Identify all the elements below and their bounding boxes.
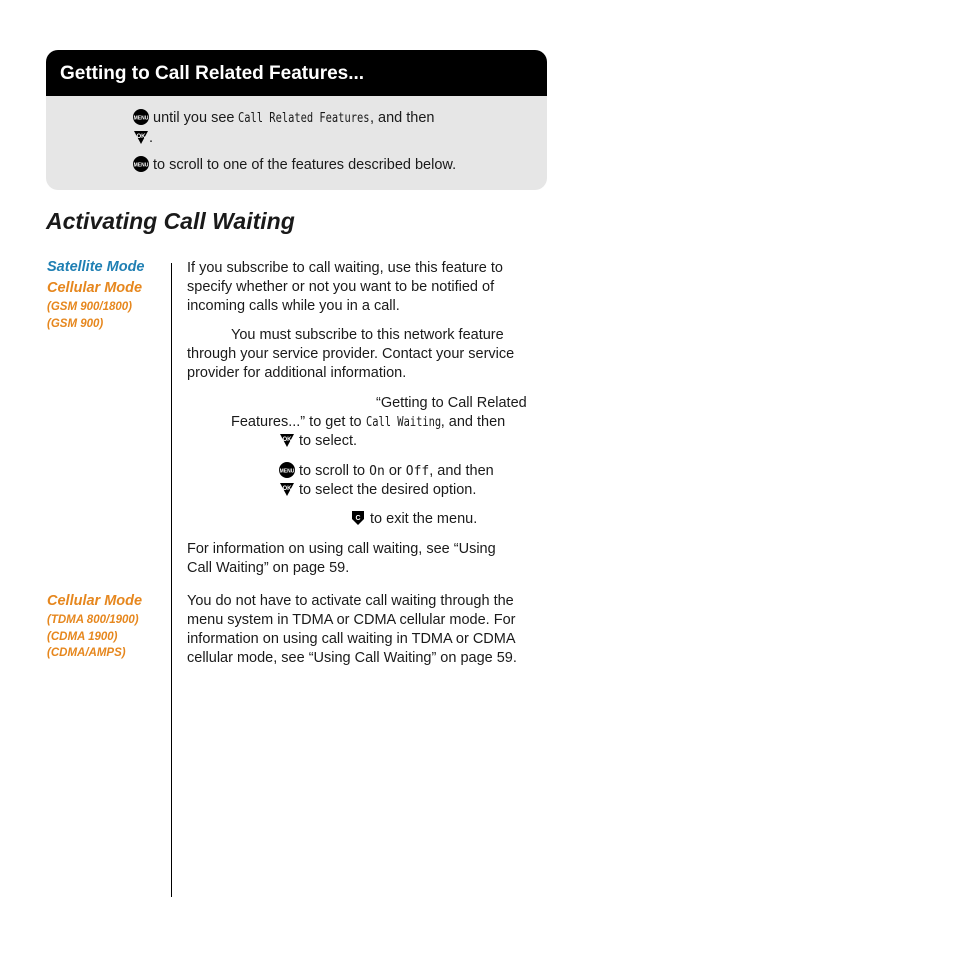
step-line: OK to select the desired option. (279, 481, 476, 500)
intro-paragraph: If you subscribe to call waiting, use this feature to specify whether or not you want to be notified of incoming calls while you in a call. (187, 260, 503, 314)
menu-key-icon (133, 109, 149, 125)
display-text: Call Related Features (238, 111, 370, 126)
mode-label-cellular: Cellular Mode (47, 280, 143, 296)
reference-line: Call Waiting” on page 59. (187, 560, 350, 576)
mode-label-satellite: Satellite Mode (47, 259, 145, 275)
step-line: OK to select. (279, 432, 357, 451)
svg-text:MENU: MENU (133, 115, 149, 122)
step-line: MENU to scroll to On or Off, and then (279, 463, 494, 479)
step-line: “Getting to Call Related (376, 395, 527, 411)
tdma-cdma-line: menu system in TDMA or CDMA cellular mode. For (187, 612, 516, 628)
ok-key-icon (279, 481, 295, 497)
svg-text:C: C (355, 515, 361, 522)
mode-sub-label: (GSM 900/1800) (47, 301, 133, 313)
column-divider (171, 263, 172, 897)
svg-text:OK: OK (282, 486, 292, 492)
ok-key-icon (279, 432, 295, 448)
section-title: Activating Call Waiting (46, 208, 295, 234)
note-line: through your service provider. Contact your service (187, 346, 515, 362)
procedure-box (46, 50, 547, 190)
tdma-cdma-line: You do not have to activate call waiting through the (187, 593, 514, 609)
svg-text:MENU: MENU (279, 468, 295, 475)
note-line: provider for additional information. (187, 365, 407, 381)
menu-key-icon (133, 156, 149, 172)
procedure-step-1-cont: OK . (133, 129, 153, 148)
svg-text:OK: OK (136, 134, 146, 140)
tdma-cdma-line: cellular mode, see “Using Call Waiting” on page 59. (187, 650, 517, 666)
display-text: Off (405, 464, 430, 479)
procedure-step-1: MENU until you see Call Related Features, and then (133, 110, 435, 126)
ok-key-icon (133, 129, 149, 145)
reference-line: For information on using call waiting, see “Using (187, 541, 496, 557)
mode-label-cellular: Cellular Mode (47, 593, 143, 609)
step-line: Features...” to get to Call Waiting, and then (231, 414, 506, 430)
tdma-cdma-line: information on using call waiting in TDMA or CDMA (187, 631, 516, 647)
menu-key-icon (279, 462, 295, 478)
procedure-step-2: MENU to scroll to one of the features described below. (133, 157, 457, 173)
mode-sub-label: (TDMA 800/1900) (47, 614, 139, 626)
clear-key-icon (350, 510, 366, 526)
svg-text:OK: OK (282, 437, 292, 443)
procedure-title: Getting to Call Related Features... (60, 63, 365, 84)
svg-text:MENU: MENU (133, 162, 149, 169)
procedure-title-bar (46, 50, 547, 96)
mode-sub-label: (CDMA/AMPS) (47, 647, 126, 659)
display-text: Call Waiting (365, 415, 441, 430)
step-line: C to exit the menu. (350, 510, 477, 529)
mode-sub-label: (CDMA 1900) (47, 631, 118, 643)
display-text: On (369, 464, 385, 479)
note-line: You must subscribe to this network feature (231, 327, 504, 343)
mode-sub-label: (GSM 900) (47, 318, 104, 330)
